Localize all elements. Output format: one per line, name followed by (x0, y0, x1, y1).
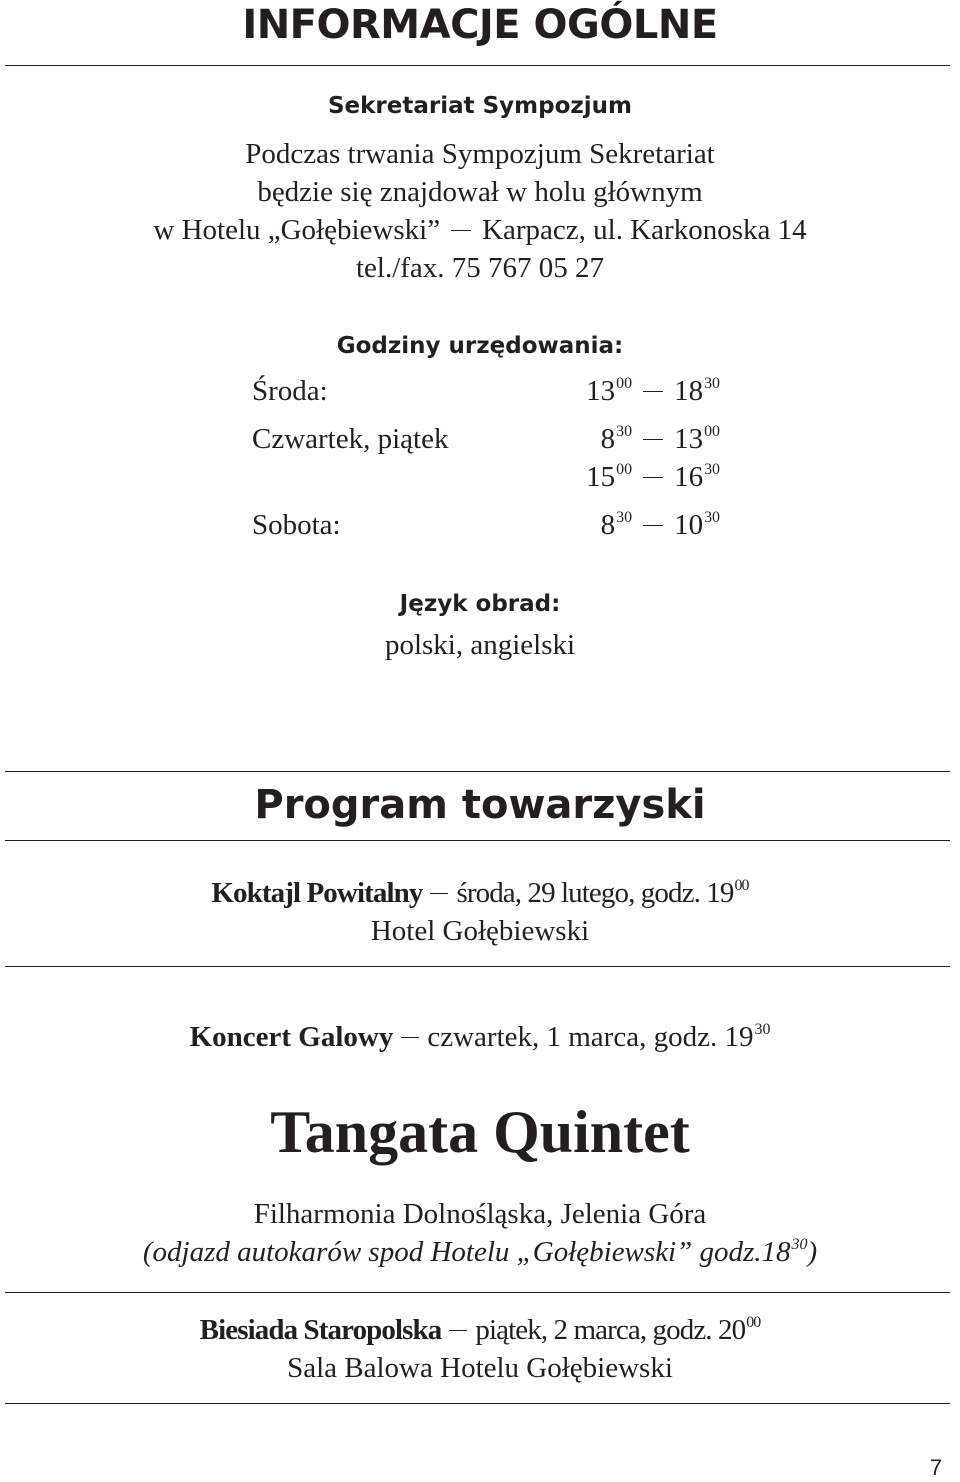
cocktail-place: Hotel Gołębiewski (370, 915, 590, 947)
feast-place: Sala Balowa Hotelu Gołębiewski (287, 1352, 673, 1384)
secretariat-hotel: w Hotelu „Gołębiewski” (153, 214, 441, 246)
page-number: 7 (929, 1455, 942, 1480)
concert-divider (5, 1292, 950, 1293)
hours-day-wednesday: Środa: (252, 375, 328, 407)
concert-performer: Tangata Quintet (270, 1099, 690, 1165)
feast-line: Biesiada Staropolska piątek, 2 marca, godz. $20^{00}$ (199, 1314, 761, 1346)
language-title: Język obrad: (399, 591, 561, 617)
hours-range-thursday-morning: $8^{30}$ $13^{00}$ (600, 423, 720, 455)
secretariat-line-3 (0, 214, 960, 247)
concert-when: czwartek, 1 marca, godz. 19 (427, 1021, 754, 1053)
program-top-divider (5, 771, 950, 772)
cocktail-line: Koktajl Powitalny środa, 29 lutego, godz. $19^{00}$ (211, 877, 749, 909)
secretariat-line-1: Podczas trwania Sympozjum Sekretariat (245, 138, 715, 170)
hours-range-thursday-afternoon: $15^{00}$ $16^{30}$ (586, 461, 720, 493)
cocktail-divider (5, 966, 950, 967)
cocktail-when: środa, 29 lutego, godz. 19 (456, 877, 734, 909)
concert-place: Filharmonia Dolnośląska, Jelenia Góra (253, 1198, 707, 1230)
heading-divider (5, 65, 950, 66)
program-title: Program towarzyski (254, 782, 706, 828)
secretariat-address: Karpacz, ul. Karkonoska 14 (482, 214, 807, 246)
hours-range-wednesday: $13^{00}$ $18^{30}$ (586, 375, 720, 407)
concert-bus-info: (odjazd autokarów spod Hotelu „Gołębiewski” $godz.18^{30}$) (142, 1236, 818, 1268)
dash (451, 230, 471, 231)
secretariat-phone: tel./fax. 75 767 05 27 (355, 252, 605, 284)
concert-line: Koncert Galowy czwartek, 1 marca, godz. $19^{30}$ (189, 1021, 771, 1053)
feast-name: Biesiada Staropolska (199, 1314, 442, 1346)
secretariat-title: Sekretariat Sympozjum (327, 93, 633, 119)
page-title: INFORMACJE OGÓLNE (242, 2, 718, 48)
hours-day-thursday-friday: Czwartek, piątek (252, 423, 449, 455)
hours-day-saturday: Sobota: (252, 509, 341, 541)
hours-title: Godziny urzędowania: (336, 333, 624, 359)
language-value: polski, angielski (384, 629, 576, 661)
secretariat-line-2: będzie się znajdował w holu głównym (257, 176, 703, 208)
feast-divider (5, 1403, 950, 1404)
hours-range-saturday: $8^{30}$ $10^{30}$ (600, 509, 720, 541)
cocktail-name: Koktajl Powitalny (211, 877, 423, 909)
concert-name: Koncert Galowy (189, 1021, 394, 1053)
program-bottom-divider (5, 840, 950, 841)
feast-when: piątek, 2 marca, godz. 20 (475, 1314, 746, 1346)
